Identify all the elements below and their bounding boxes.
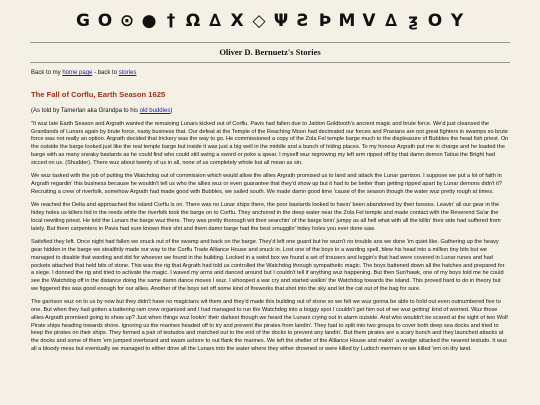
glyph-m-icon: M — [338, 11, 356, 31]
glyph-circle-icon: O — [427, 11, 443, 31]
glyph-thorn-icon: Þ — [318, 11, 332, 31]
story-paragraph: We reached the Delta and approached the island Corflu is on. There was no Lunar ships there, the poor bastards looked to havin' been abandoned by their bosses. Leavin' all our gear in the hidey holes us killers hid in the reeds while the riverfolk took the barge on to Corflu. They anchored in the deep water near the Zola Fel temple and made contact with the Reverend Sa'ar the local newtling priest. He told the Lunars the barge wuz there. They was pretty thorough wit their searchin' of the barge bein' jumpy as all hell what with all the killin' their side had suffered from lately. But them carpenters in Pavis had sure known their shit and them damn barge had the best smugglin' hidey holes you ever done saw. — [31, 202, 501, 232]
story-paragraph: "It wuz late Earth Season and Argrath wanted the remaining Lunars kicked out of Corflu. Pavis had fallen due to Jaldon Goldtooth's ancient magic and brute force. We'd just cleansed the Grantlands of Lunars again by brute force, nasty business that. Our defeat at the Temple of the Reaching Moon had decimated our forces and Praxians are not great fighters in swamps so brute force was not really an option. Argrath decided that trickery was the way to go. He commissioned a copy of the Zola Fel temple barge much to the displeasure of Bubbles the head fish priest. On the outside the barge looked just like the real temple barge but inside it was just a big well in the middle and a bunch of hiding places. To my honour Argrath put me in charge and he loaded the barge with as many sneaky bastards as he could find who could still swing a sword or poke a spear. I myself wuz regrowing my left arm ripped off by that damn demon Tatius the Bright had sicced on us. (Shudder). There wuz about twenty of us in all, none of us completely whole but all mean as sin. — [31, 121, 509, 166]
glyph-comma-icon: ƺ — [408, 11, 418, 31]
nav-middle: - back to — [92, 70, 119, 76]
story-title: The Fall of Corflu, Earth Season 1625 — [31, 90, 166, 100]
glyph-triangle-2-icon: ∆ — [385, 11, 397, 31]
stories-link[interactable]: stories — [118, 70, 137, 76]
old-buddies-link[interactable]: old buddies — [139, 107, 171, 114]
nav-line — [31, 69, 509, 77]
home-page-link[interactable]: home page — [62, 70, 93, 76]
story-paragraph: We wuz tasked with the job of putting the Watchdog out of commission which would allow the allies Argrath promised us to land and attack the Lunar garrison. I suppose we put a lot of faith in Argrath regardin' this business because he wouldn't tell us who the allies wuz or even guarantee that they'd show up but it had to be better than getting ripped apart by Lunar demons didn't it? Recruiting a crew of riverfolk, somehow Argrath had made good with Bubbles, we sailed south. We made damn good time 'cause of the season though the water wuz pretty rough at times. — [31, 173, 503, 195]
glyph-filled-circle-icon: ● — [141, 11, 157, 31]
story-attribution — [31, 107, 509, 115]
nav-prefix: Back to my — [31, 70, 63, 76]
story-paragraph: Satisfied they left. Once night had fallen we snuck out of the swamp and back on the barge. They'd left one guard but he wuzn't no trouble ans we done 'im quiet like. Gathering up the heavy gear hidden in the barge we stealthily made our way to the Corflu Trade Alliance House and snuck in. Lost one of the boys to a warding spell, blew his head into a million tiny bits but we managed to disable that warding and did for whoever we found in the building. Locked in a swird box we found a set of trousers and leggin's that had were covered in Lunar runes and had pockets attached that held bits of stone. This was the rig that Argrath had told us controlled the Watchdog through sympathetic magic. The boys battened down all the hatches and prepared for a siege. I donned the rig and tried to activate the magic. I waved my arms and danced around but I couldn't tell if anything wuz happening. But then Sun'hawk, one of my boys told me he could see the Watchdog off in the distance doing the same damn dance moves I wuz. I whooped a war cry and started walkin' the Watchdog towards the island. This proved hard to do in theory but we figgered this was good enough for our allies. Another of the boys set off some kind of fireworks that shot into the sky and let the cat out of the bag for sure. — [31, 239, 505, 292]
site-title: Oliver D. Bernuetz's Stories — [219, 47, 321, 57]
story-paragraph: The garrison wuz on to us by now but they didn't have no magicians wit them and they'd made this building out of stone so we felt we wuz gonna be able to hold out even outnumbered five to one. But when they had gotten a battering ram crew organized and I had managed to run the Watchdog into a boggy spot I couldn't get him out of we wuz getting' kind of worried. Wuz those allies Argrath promised going to show up? Just when things wuz lookin' their darkest though we heard the Lunars crying out in alarm outside. And who wouldn't be scared at the sight of two Wolf Pirate ships heading towards shore. Ignoring us the marines headed off to try and prevent the pirates from landin'. They had to split into two groups to cover both deep sea docks and tried to keep the pirates on their ships. They formed a pair of testudos and marched out to the end of the docks to prevent any landin'. But them pirates are a scary bunch and they launched attacks at the docks and some of them 'em jumped overboard and swam ashore to out flank the marines. We left the shelter of the Alliance House and makin' a wedge attacked the nearest testudo. It wuz all a bloody mess but eventually we managed to either drive all the Lunars into the water where they either drowned or were killed by Ludoch mermen or we killed 'em on dry land. — [31, 299, 508, 352]
rune-glyph-banner — [0, 0, 540, 42]
page-content — [31, 69, 509, 353]
glyph-hook-icon: Ƨ — [296, 11, 310, 31]
glyph-omega-icon: Ω — [185, 11, 201, 31]
glyph-y-icon: Y — [450, 11, 464, 31]
divider-top — [30, 42, 510, 43]
attribution-prefix: (As told by Tamerlan aka Grandpa to his — [31, 107, 140, 114]
attribution-suffix: ) — [170, 107, 173, 114]
story-body — [31, 121, 509, 353]
glyph-circle-dot-icon: ⊙ — [119, 11, 135, 31]
glyph-diamond-icon: ◇ — [252, 11, 266, 31]
glyph-v-icon: V — [362, 11, 376, 31]
glyph-x-icon: X — [230, 11, 244, 31]
divider-bottom — [30, 62, 510, 63]
glyph-triangle-icon: ∆ — [209, 11, 221, 31]
glyph-g-icon: G — [76, 11, 90, 31]
glyph-o-icon: O — [97, 11, 113, 31]
glyph-dagger-icon: † — [166, 11, 176, 31]
glyph-fork-icon: Ψ — [273, 11, 289, 31]
